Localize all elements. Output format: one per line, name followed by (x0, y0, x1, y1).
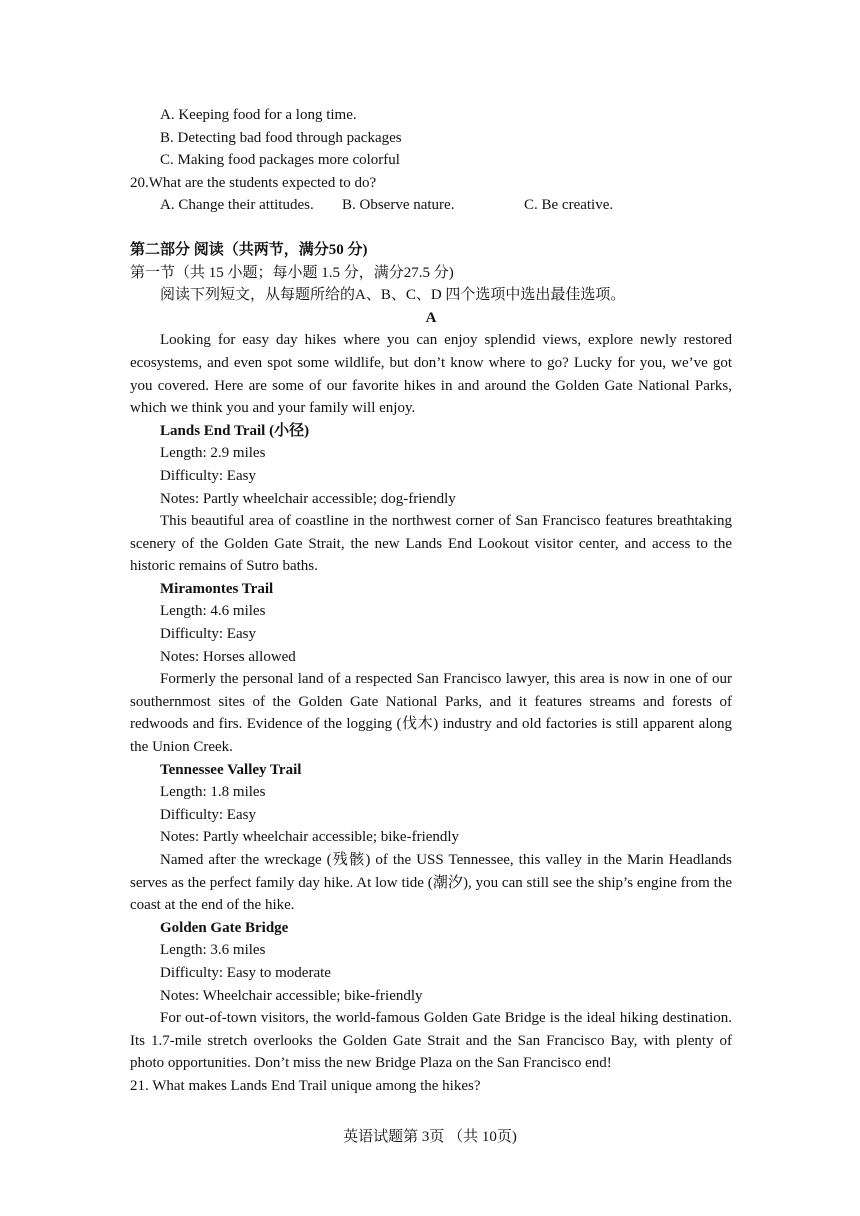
q19-option-c: C. Making food packages more colorful (160, 152, 400, 169)
trail-notes: Notes: Horses allowed (160, 648, 296, 665)
trail-difficulty: Difficulty: Easy to moderate (160, 964, 331, 981)
q21-stem: 21. What makes Lands End Trail unique among the hikes? (130, 1077, 481, 1094)
q20-options (130, 194, 732, 217)
q20-option-b: B. Observe nature. (342, 197, 455, 214)
exam-page (130, 104, 732, 1098)
trail-length: Length: 3.6 miles (160, 942, 266, 959)
trail-difficulty: Difficulty: Easy (160, 626, 256, 643)
trail-length: Length: 1.8 miles (160, 784, 266, 801)
trail-lands-end (130, 420, 732, 578)
trail-notes: Notes: Wheelchair accessible; bike-friendly (160, 987, 423, 1004)
section1-heading: 第一节（共 15 小题；每小题 1.5 分，满分27.5 分) (130, 264, 454, 281)
trail-description: Named after the wreckage (残骸) of the USS Tennessee, this valley in the Marin Headlands serves as the perfect family day hike. At low tide (潮汐), you can still see the ship’s engine from the coast at the end of the hike. (130, 852, 732, 914)
trail-name: Lands End Trail (小径) (160, 422, 310, 439)
reading-instruction: 阅读下列短文，从每题所给的A、B、C、D 四个选项中选出最佳选项。 (160, 287, 626, 304)
part2-heading: 第二部分 阅读（共两节，满分50 分) (130, 241, 368, 258)
trail-description: Formerly the personal land of a respected San Francisco lawyer, this area is now in one of our southernmost sites of the Golden Gate National Parks, and it features streams and forests of redwoods and firs. Evidence of the logging (伐木) industry and old factories is still apparent along the Union Creek. (130, 671, 732, 756)
q19-option-a: A. Keeping food for a long time. (160, 107, 357, 123)
trail-name: Golden Gate Bridge (160, 919, 289, 936)
q20-option-c: C. Be creative. (524, 197, 614, 214)
trail-notes: Notes: Partly wheelchair accessible; bike-friendly (160, 829, 460, 846)
q19-option-b: B. Detecting bad food through packages (160, 129, 402, 146)
trail-miramontes (130, 578, 732, 759)
trail-difficulty: Difficulty: Easy (160, 806, 256, 823)
page-footer: 英语试题第 3页 （共 10页) (343, 1129, 517, 1145)
passage-intro: Looking for easy day hikes where you can enjoy splendid views, explore newly restored ecosystems, and even spot some wildlife, but don’t know where to go? Lucky for you, we’ve got you covered. Here are some of our favorite hikes in and around the Golden Gate National Parks, which we think you and your family will enjoy. (130, 332, 732, 417)
trail-difficulty: Difficulty: Easy (160, 467, 256, 484)
trail-length: Length: 4.6 miles (160, 603, 266, 620)
q20-option-a: A. Change their attitudes. (160, 197, 314, 214)
passage-label: A (425, 309, 437, 326)
trail-tennessee-valley (130, 759, 732, 917)
spacer (130, 217, 732, 239)
trail-length: Length: 2.9 miles (160, 445, 266, 462)
trail-description: This beautiful area of coastline in the northwest corner of San Francisco features breathtaking scenery of the Golden Gate Strait, the new Lands End Lookout visitor center, and access to the historic remains of Sutro baths. (130, 513, 732, 575)
q20-stem: 20.What are the students expected to do? (130, 174, 377, 191)
trail-notes: Notes: Partly wheelchair accessible; dog-friendly (160, 490, 456, 507)
trail-name: Miramontes Trail (160, 580, 274, 597)
trail-description: For out-of-town visitors, the world-famous Golden Gate Bridge is the ideal hiking destination. Its 1.7-mile stretch overlooks the Golden Gate Strait and the San Francisco Bay, with plenty of photo opportunities. Don’t miss the new Bridge Plaza on the San Francisco end! (130, 1010, 732, 1072)
trail-golden-gate-bridge (130, 917, 732, 1075)
trail-name: Tennessee Valley Trail (160, 761, 302, 778)
